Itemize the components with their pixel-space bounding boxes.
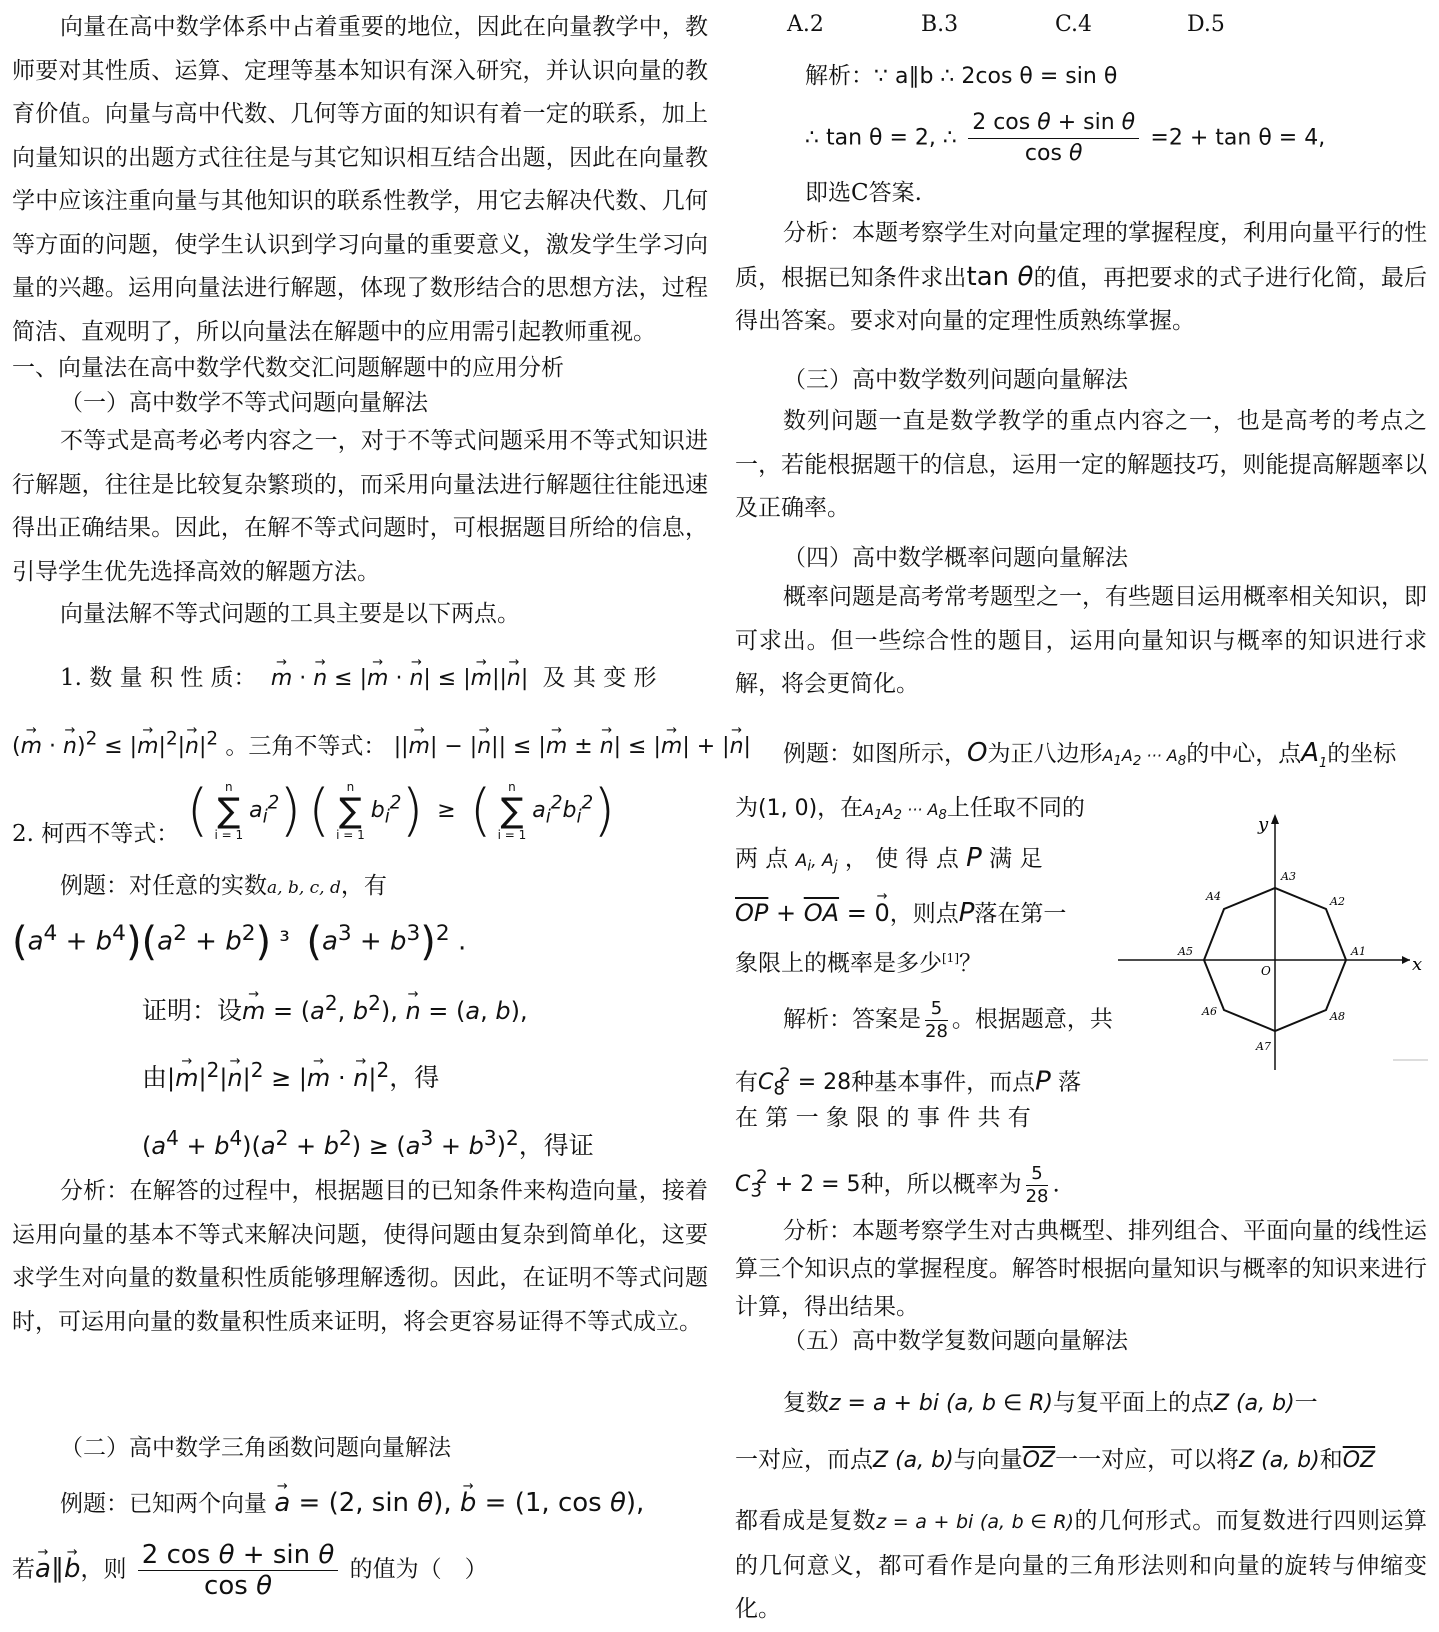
cx-i: 的几何形式。而复数进行四则运算的几何意义，都可看作是向量的三角形法则和向量的旋转与伸缩变化。 xyxy=(735,1508,1428,1622)
inequality-paragraph: 不等式是高考必考内容之一，对于不等式问题采用不等式知识进行解题，往往是比较复杂繁琐的，而采用向量法进行解题往往能迅速得出正确结果。因此，在解不等式问题时，可根据题目所给的信息，引导学生优先选择高效的解题方法。 xyxy=(12,428,708,585)
item1-tail: 及 其 变 形 xyxy=(542,665,657,691)
solution2-line-2: 有$C_8^2 = 28$种基本事件，而点P 落 xyxy=(735,1065,1082,1100)
example-tail: ，有 xyxy=(340,873,387,899)
triangle-formula: ||→ m| − |→ n|| ≤ |→ m ± → n| ≤ |→ m| + |→ n| xyxy=(394,734,751,759)
ex-k: ，则点 xyxy=(889,901,959,927)
subheading-sequence: （三）高中数学数列问题向量解法 xyxy=(783,367,1128,393)
sol2-b: 。根据题意，共 xyxy=(951,1006,1113,1033)
vertex-a7: A7 xyxy=(1256,1040,1271,1053)
example-line-1: 例题：如图所示，O为正八边形$A_1A_2$ ··· $A_8$的中心，点$A_1$的坐标 xyxy=(783,738,1397,772)
ex-i: ， 使 得 点 xyxy=(844,846,959,872)
example-line-4: $\overline{OP} + \overline{OA}$ = → 0，则点P落在第一 xyxy=(735,895,1066,932)
ex-b: 为正八边形 xyxy=(987,741,1103,767)
sol2-c: 有 xyxy=(735,1069,758,1096)
solution-fraction: $\frac{\text{2 cos θ + sin θ}}{\text{cos θ}}$ xyxy=(968,108,1139,169)
analysis-3: 分析：本题考察学生对古典概型、排列组合、平面向量的线性运算三个知识点的掌握程度。解答时根据向量知识与概率的知识来进行计算，得出结果。 xyxy=(735,1218,1427,1320)
ex-l: 落在第一 xyxy=(974,901,1067,927)
section-heading-1: 一、向量法在高中数学代数交汇问题解题中的应用分析 xyxy=(12,355,564,381)
solution-line-2 xyxy=(805,108,1325,170)
sol2-a: 解析：答案是 xyxy=(783,1006,921,1033)
trig-vectors: → a = (2, sin θ), → b = (1, cos θ), xyxy=(274,1488,644,1518)
intro-paragraph: 向量在高中数学体系中占着重要的地位，因此在向量教学中，教师要对其性质、运算、定理等基本知识有深入研究，并认识向量的教育价值。向量与高中代数、几何等方面的知识有着一定的联系，加上向量知识的出题方式往往是与其它知识相互结合出题，因此在向量教学中应该注重向量与其他知识的联系性教学，用它去解决代数、几何等方面的问题，使学生认识到学习向量的重要意义，激发学生学习向量的兴趣。运用向量法进行解题，体现了数形结合的思想方法，过程简洁、直观明了，所以向量法在解题中的应用需引起教师重视。 xyxy=(12,14,708,345)
analysis-2-start: 分析：本题考察学生对向量定理的掌握程度，利用向量平行的性质，根据已知条件求出 xyxy=(735,220,1427,291)
ex-ref: [1] xyxy=(942,951,959,965)
subheading-probability: （四）高中数学概率问题向量解法 xyxy=(783,545,1128,571)
example-line-3: 两 点 $A_i$, $A_j$ ， 使 得 点 P 满 足 xyxy=(735,843,1043,875)
solution2-line-1: 解析：答案是 $\frac{5}{28}$ 。根据题意，共 xyxy=(783,998,1113,1042)
analysis-2: 分析：本题考察学生对向量定理的掌握程度，利用向量平行的性质，根据已知条件求出tan θ的值，再把要求的式子进行化简，最后得出答案。要求对向量的定理性质熟练掌握。 xyxy=(735,220,1428,334)
vertex-a8: A8 xyxy=(1330,1010,1345,1023)
option-c: C.4 xyxy=(1055,12,1093,37)
sol2-g: 种，所以概率为 xyxy=(860,1171,1022,1198)
cx-a: 复数 xyxy=(783,1390,829,1416)
solution-choice: 即选C答案. xyxy=(805,180,922,206)
ex-c: 的中心，点 xyxy=(1186,741,1302,767)
ex-g: 上任取不同的 xyxy=(946,795,1085,821)
proof-get: ，得 xyxy=(389,1063,440,1092)
ex-m: 象限上的概率是多少 xyxy=(735,950,942,977)
y-label: y xyxy=(1258,814,1269,835)
vertex-a2: A2 xyxy=(1330,895,1345,908)
squared-dot-formula: (→ m · → n)$^2$ ≤ |→ $m|^2|\to n|^2$ xyxy=(12,734,218,759)
x-label: x xyxy=(1412,954,1423,975)
solution2-line-3: 在 第 一 象 限 的 事 件 共 有 xyxy=(735,1105,1031,1131)
proof-label: 证明：设 xyxy=(142,996,243,1025)
cx-g: 和 xyxy=(1319,1447,1343,1473)
cx-f: 一一对应，可以将 xyxy=(1055,1447,1240,1473)
sequence-paragraph: 数列问题一直是数学教学的重点内容之一，也是高考的考点之一，若能根据题干的信息，运用一定的解题技巧，则能提高解题率以及正确率。 xyxy=(735,408,1427,521)
ex-d: 的坐标 xyxy=(1327,741,1397,767)
triangle-label: 。三角不等式： xyxy=(225,733,387,760)
ex-f: ，在 xyxy=(817,795,864,821)
x-axis-arrow xyxy=(1402,956,1410,964)
example-line-2: 为(1, 0)，在$A_1A_2$ ··· $A_8$上任取不同的 xyxy=(735,795,1085,824)
example-inequality: $(a^4 + b^4)(a^2 + b^2)$ ³ $(a^3 + b^3)^2$ . xyxy=(12,919,467,966)
option-d: D.5 xyxy=(1187,12,1225,37)
solution-line-1 xyxy=(805,58,1117,95)
sol2-e: 落 xyxy=(1058,1069,1082,1096)
trig-intro: 例题：已知两个向量 xyxy=(60,1491,267,1517)
dot-product-property xyxy=(60,660,657,697)
example-line-5 xyxy=(735,940,982,982)
octagon-figure xyxy=(1118,810,1428,1090)
ex-h: 两 点 xyxy=(735,846,789,872)
complex-line-1: 复数z = a + bi (a, b ∈ R)与复平面上的点Z (a, b)一 xyxy=(783,1390,1318,1416)
option-a: A.2 xyxy=(787,12,824,37)
dot-product-formula: → m · → n ≤ |→ m · → n| ≤ |→ m||→ n| xyxy=(264,666,535,691)
trig-value: 的值为（ ） xyxy=(349,1556,488,1583)
cx-d: 一对应，而点 xyxy=(735,1447,873,1473)
cauchy-formula: ( n ∑ i = 1 $a_i^2$) ( n ∑ i = 1 $b_i^2$) ≥ ( n ∑ i = 1 $a_i^2b_i^2$) xyxy=(186,778,616,843)
proof-def: → $m = (a^2$, $b^2$), → n = (a, b), xyxy=(242,997,528,1025)
vertex-a5: A5 xyxy=(1178,945,1193,958)
complex-paragraph: 都看成是复数z = a + bi (a, b ∈ R)的几何形式。而复数进行四则运算的几何意义，都可看作是向量的三角形法则和向量的旋转与伸缩变化。 xyxy=(735,1508,1428,1622)
right-column xyxy=(735,0,1428,1622)
proof-by: 由 xyxy=(142,1063,168,1092)
proof-line-3 xyxy=(142,1120,594,1164)
item1-label: 1. 数 量 积 性 质： xyxy=(60,665,257,691)
proof-done: ，得证 xyxy=(518,1131,594,1160)
trig-question xyxy=(12,1540,488,1610)
vertex-a3: A3 xyxy=(1281,870,1296,883)
tools-sentence: 向量法解不等式问题的工具主要是以下两点。 xyxy=(60,601,520,627)
cauchy-line xyxy=(12,780,615,860)
example-intro: 例题：对任意的实数 xyxy=(60,873,267,899)
trig-if: 若 xyxy=(12,1556,35,1583)
analysis-2-end: 的值，再把要求的式子进行化简，最后得出答案。要求对向量的定理性质熟练掌握。 xyxy=(735,264,1428,334)
example-vars: a, b, c, d xyxy=(267,878,341,898)
proof-result: $(a^4 + b^4)(a^2 + b^2) \ge (a^3 + b^3)^2$ xyxy=(142,1126,519,1160)
complex-line-2: 一对应，而点Z (a, b)与向量$\overline{OZ}$一一对应，可以将Z (a, b)和$\overline{OZ}$ xyxy=(735,1447,1376,1473)
trig-then: ，则 xyxy=(80,1556,127,1583)
y-axis-arrow xyxy=(1271,814,1279,824)
solution-step-1: ∵ a∥b ∴ 2cos θ = sin θ xyxy=(874,64,1118,89)
left-column xyxy=(12,0,751,1617)
vertex-a1: A1 xyxy=(1351,945,1366,958)
analysis-1: 分析：在解答的过程中，根据题目的已知条件来构造向量，接着运用向量的基本不等式来解决问题，使得问题由复杂到简单化，这要求学生对向量的数量积性质能够理解透彻。因此，在证明不等式问题时，可运用向量的数量积性质来证明，将会更容易证得不等式成立。 xyxy=(12,1178,708,1335)
proof-step: |→ $m|^2|\to n|^2$ ≥ |→ m · → $n|^2$ xyxy=(167,1064,389,1092)
probability-paragraph: 概率问题是高考常考题型之一，有些题目运用概率相关知识，即可求出。但一些综合性的题目，运用向量知识与概率的知识进行求解，将会更简化。 xyxy=(735,584,1427,697)
vertex-a6: A6 xyxy=(1202,1005,1217,1018)
item2-label: 2. 柯西不等式： xyxy=(12,821,180,847)
ex-j: 满 足 xyxy=(989,846,1043,872)
vertex-a4: A4 xyxy=(1206,890,1221,903)
cx-c: 一 xyxy=(1294,1390,1318,1416)
ex-q: ？ xyxy=(959,950,982,977)
subheading-inequality: （一）高中数学不等式问题向量解法 xyxy=(60,390,428,416)
subheading-complex: （五）高中数学复数问题向量解法 xyxy=(783,1328,1128,1354)
cx-h: 都看成是复数 xyxy=(735,1508,877,1534)
option-b: B.3 xyxy=(921,12,959,37)
solution-step-2a: ∴ tan θ = 2, ∴ xyxy=(805,125,957,151)
parallel-condition: → a∥→ b xyxy=(35,1554,80,1584)
trig-example xyxy=(60,1485,644,1522)
solution-step-2b: =2 + tan θ = 4, xyxy=(1150,125,1326,151)
solution-label: 解析： xyxy=(805,63,874,89)
origin-label: O xyxy=(1261,964,1271,978)
ex-a: 例题：如图所示， xyxy=(783,741,967,767)
example-statement xyxy=(60,868,387,906)
subheading-trig: （二）高中数学三角函数问题向量解法 xyxy=(60,1435,451,1461)
triangle-inequality-line xyxy=(12,722,751,765)
proof-line-2 xyxy=(142,1052,439,1096)
solution2-line-4: $C_3^2 + 2 = 5$种，所以概率为 $\frac{5}{28}$ . xyxy=(735,1162,1060,1207)
sol2-d: 种基本事件，而点 xyxy=(851,1069,1036,1096)
ex-e: 为 xyxy=(735,795,758,821)
cx-b: 与复平面上的点 xyxy=(1052,1390,1214,1416)
proof-line-1 xyxy=(142,985,528,1029)
trig-fraction: $\frac{\text{2 cos θ + sin θ}}{\text{cos θ}}$ xyxy=(138,1540,339,1601)
cx-e: 与向量 xyxy=(953,1447,1023,1473)
